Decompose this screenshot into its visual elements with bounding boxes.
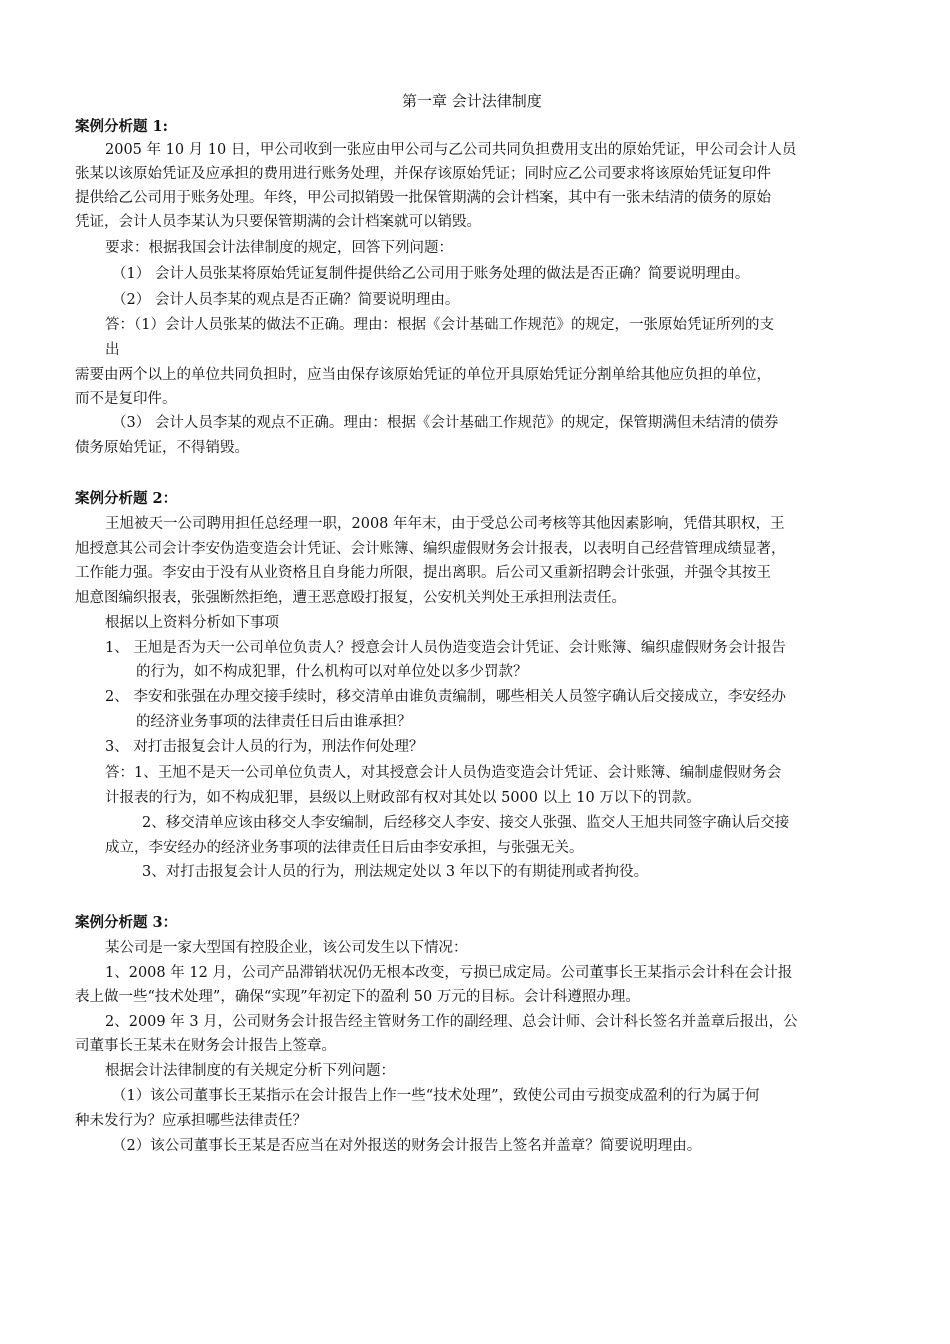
- case3-requirement: 根据会计法律制度的有关规定分析下列问题：: [105, 1063, 395, 1079]
- case1-paragraph-line: 凭证，会计人员李某认为只要保管期满的会计档案就可以销毁。: [75, 214, 481, 230]
- case3-intro: 某公司是一家大型国有控股企业，该公司发生以下情况：: [105, 940, 468, 956]
- case1-answer-1-line: 出: [105, 342, 120, 358]
- case2-question-1-line: 1、 王旭是否为天一公司单位负责人？授意会计人员伪造变造会计凭证、会计账簿、编织虚假财务会计报告: [105, 640, 786, 656]
- case2-question-3: 3、 对打击报复会计人员的行为，刑法作何处理？: [105, 739, 424, 755]
- case1-question-2: （2） 会计人员李某的观点是否正确？简要说明理由。: [112, 292, 460, 308]
- case3-question-1-line: （1）该公司董事长王某指示在会计报告上作一些“技术处理”，致使公司由亏损变成盈利的行为属于何: [112, 1088, 760, 1104]
- case2-intro: 根据以上资料分析如下事项: [105, 615, 279, 631]
- case2-answer-2-line: 2、移交清单应该由移交人李安编制，后经移交人李安、接交人张强、监交人王旭共同签字确认后交接: [142, 815, 790, 831]
- case1-answer-2-line: （3） 会计人员李某的观点不正确。理由：根据《会计基础工作规范》的规定，保管期满但未结清的债券: [112, 415, 779, 431]
- page-title: 第一章 会计法律制度: [402, 92, 542, 110]
- case2-answer-1-line: 计报表的行为，如不构成犯罪，县级以上财政部有权对其处以 5000 以上 10 万以下的罚款。: [105, 790, 701, 806]
- case2-answer-2-line: 成立，李安经办的经济业务事项的法律责任日后由李安承担，与张强无关。: [105, 840, 584, 856]
- case3-question-1-line: 种未发行为？应承担哪些法律责任？: [75, 1113, 307, 1129]
- case3-item-2-line: 司董事长王某未在财务会计报告上签章。: [75, 1038, 336, 1054]
- case1-answer-1-line: 答：（1）会计人员张某的做法不正确。理由：根据《会计基础工作规范》的规定，一张原始凭证所列的支: [105, 317, 774, 333]
- case3-item-1-line: 表上做一些“技术处理”，确保“实现”年初定下的盈利 50 万元的目标。会计科遵照办理。: [75, 989, 640, 1005]
- case2-paragraph-line: 王旭被天一公司聘用担任总经理一职，2008 年年末，由于受总公司考核等其他因素影响，凭借其职权，王: [105, 516, 785, 532]
- case1-requirement: 要求：根据我国会计法律制度的规定，回答下列问题：: [105, 240, 453, 256]
- case2-question-2-line: 2、 李安和张强在办理交接手续时，移交清单由谁负责编制，哪些相关人员签字确认后交接成立，李安经办: [105, 689, 786, 705]
- case3-question-2: （2）该公司董事长王某是否应当在对外报送的财务会计报告上签名并盖章？简要说明理由。: [112, 1138, 702, 1154]
- case3-heading: 案例分析题 3：: [75, 914, 178, 931]
- case1-paragraph-line: 2005 年 10 月 10 日，甲公司收到一张应由甲公司与乙公司共同负担费用支出的原始凭证，甲公司会计人员: [105, 142, 797, 158]
- case2-answer-3: 3、对打击报复会计人员的行为，刑法规定处以 3 年以下的有期徒刑或者拘役。: [142, 864, 649, 880]
- case1-answer-1-line: 需要由两个以上的单位共同负担时，应当由保存该原始凭证的单位开具原始凭证分割单给其他应负担的单位，: [75, 367, 771, 383]
- case2-paragraph-line: 旭授意其公司会计李安伪造变造会计凭证、会计账簿、编织虚假财务会计报表，以表明自己经营管理成绩显著，: [75, 541, 786, 557]
- case1-answer-2-line: 债务原始凭证，不得销毁。: [75, 440, 249, 456]
- case2-paragraph-line: 工作能力强。李安由于没有从业资格且自身能力所限，提出离职。后公司又重新招聘会计张强，并强令其按王: [75, 565, 771, 581]
- case1-paragraph-line: 提供给乙公司用于账务处理。年终，甲公司拟销毁一批保管期满的会计档案，其中有一张未结清的债务的原始: [75, 190, 771, 206]
- case2-paragraph-line: 旭意图编织报表，张强断然拒绝，遭王恶意殴打报复，公安机关判处王承担刑法责任。: [75, 590, 626, 606]
- case1-heading: 案例分析题 1:: [75, 118, 168, 135]
- case2-heading: 案例分析题 2：: [75, 490, 178, 507]
- case2-question-2-line: 的经济业务事项的法律责任日后由谁承担？: [136, 714, 412, 730]
- case1-question-1: （1） 会计人员张某将原始凭证复制件提供给乙公司用于账务处理的做法是否正确？简要说明理由。: [112, 266, 750, 282]
- case3-item-1-line: 1、2008 年 12 月，公司产品滞销状况仍无根本改变，亏损已成定局。公司董事长王某指示会计科在会计报: [105, 965, 793, 981]
- case1-answer-1-line: 而不是复印件。: [75, 391, 177, 407]
- case2-question-1-line: 的行为，如不构成犯罪，什么机构可以对单位处以多少罚款？: [136, 664, 528, 680]
- case1-paragraph-line: 张某以该原始凭证及应承担的费用进行账务处理，并保存该原始凭证；同时应乙公司要求将该原始凭证复印件: [75, 166, 771, 182]
- case3-item-2-line: 2、2009 年 3 月，公司财务会计报告经主管财务工作的副经理、总会计师、会计科长签名并盖章后报出，公: [105, 1014, 798, 1030]
- case2-answer-1-line: 答：1、王旭不是天一公司单位负责人，对其授意会计人员伪造变造会计凭证、会计账簿、编制虚假财务会: [105, 765, 782, 781]
